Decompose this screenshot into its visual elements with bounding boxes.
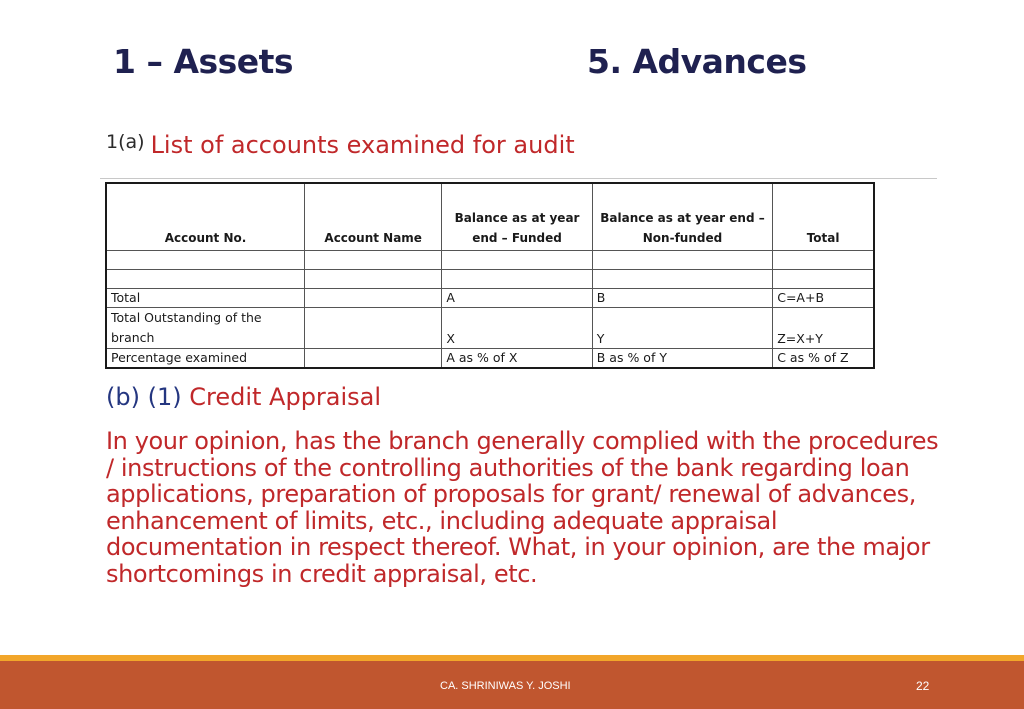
table-cell: C=A+B — [773, 289, 874, 308]
table-cell: Z=X+Y — [773, 308, 874, 349]
page-number: 22 — [916, 679, 930, 693]
section-a-heading — [106, 131, 575, 159]
table-cell — [305, 270, 442, 289]
section-a-number: 1(a) — [106, 131, 145, 153]
table-row — [106, 251, 874, 270]
table-cell — [106, 270, 305, 289]
table-row — [106, 270, 874, 289]
table-cell — [773, 270, 874, 289]
table-cell: Total Outstanding of the branch — [106, 308, 305, 349]
table-header-cell: Balance as at year end – Funded — [442, 183, 592, 251]
table-row — [106, 349, 874, 369]
section-b-heading — [106, 383, 381, 411]
table-cell: Y — [592, 308, 772, 349]
divider — [100, 178, 937, 179]
section-b-paragraph: In your opinion, has the branch generally complied with the procedures / instructions of the controlling authorities of the bank regarding loan applications, preparation of proposals for grant/ renewal of advances, enhancement of limits, etc., including adequate appraisal documentation in respect thereof. What, in your opinion, are the major shortcomings in credit appraisal, etc. — [106, 427, 939, 588]
table-cell: B — [592, 289, 772, 308]
table-header-cell: Total — [773, 183, 874, 251]
table-row — [106, 289, 874, 308]
table-cell — [305, 308, 442, 349]
table-cell — [305, 251, 442, 270]
table-cell — [305, 289, 442, 308]
table-header-row — [106, 183, 874, 251]
table-cell: Percentage examined — [106, 349, 305, 369]
table-header-cell: Account No. — [106, 183, 305, 251]
table-cell — [442, 270, 592, 289]
table-cell — [773, 251, 874, 270]
slide-title-right: 5. Advances — [587, 42, 807, 81]
section-b-label: (b) (1) — [106, 383, 182, 411]
table-row — [106, 308, 874, 349]
table-cell: A — [442, 289, 592, 308]
accounts-table — [105, 182, 875, 369]
table-header-cell: Account Name — [305, 183, 442, 251]
footer-author: CA. SHRINIWAS Y. JOSHI — [440, 680, 571, 692]
table-cell: B as % of Y — [592, 349, 772, 369]
section-a-title: List of accounts examined for audit — [150, 131, 575, 159]
table-cell — [592, 270, 772, 289]
section-b-title: Credit Appraisal — [189, 383, 382, 411]
table-cell — [106, 251, 305, 270]
table-cell — [442, 251, 592, 270]
table-cell: X — [442, 308, 592, 349]
table-cell — [592, 251, 772, 270]
table-cell: Total — [106, 289, 305, 308]
table-cell: C as % of Z — [773, 349, 874, 369]
table-cell: A as % of X — [442, 349, 592, 369]
slide-title-left: 1 – Assets — [113, 42, 294, 81]
table-header-cell: Balance as at year end – Non-funded — [592, 183, 772, 251]
table-cell — [305, 349, 442, 369]
